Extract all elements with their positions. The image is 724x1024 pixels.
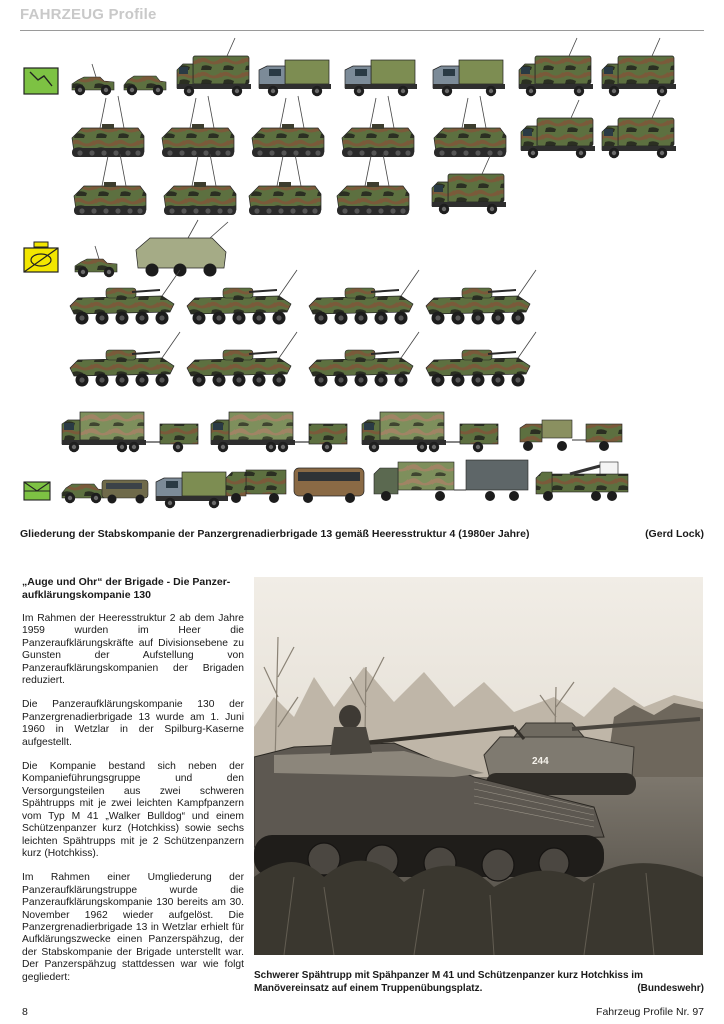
- vehicle-jeep: [72, 64, 114, 95]
- vehicle-m113: [72, 96, 144, 157]
- vehicle-m113: [342, 96, 414, 157]
- vehicle-luchs: [309, 332, 419, 387]
- photo-caption-text: Schwerer Spähtrupp mit Spähpanzer M 41 und Schützenpanzer kurz Hotchkiss im Manövereinsatz auf einem Truppenübungsplatz.: [254, 970, 643, 994]
- plates-caption: [20, 528, 704, 540]
- vehicle-truck-trailer: [362, 412, 498, 452]
- hull-number: 244: [532, 756, 549, 767]
- vehicle-jeep: [75, 246, 117, 277]
- article-heading: „Auge und Ohr“ der Brigade - Die Panzer-aufklärungskompanie 130: [22, 576, 231, 601]
- vehicle-unimog: [156, 472, 228, 508]
- vehicle-jeep: [124, 76, 166, 95]
- vehicle-luchs: [426, 270, 536, 325]
- m41-hotchkiss-photo: [254, 577, 703, 955]
- article-paragraph: Die Kompanie bestand sich neben der Kompanieführungsgruppe und den Versorgungsteilen aus zwei schweren Spähtrupps mit je zwei leichten Kampfpanzern vom Typ M 41 „Walker Bulldog“ und einem Schützenpanzer kurz (Hotchkiss) sowie sechs leichten Spähtrupps mit je 2 Schützenpanzern kurz (Hotchkiss).: [22, 761, 244, 859]
- vehicle-truck-trailer: [211, 412, 347, 452]
- vehicle-m113: [434, 96, 506, 157]
- plates-caption-credit: (Gerd Lock): [645, 528, 704, 540]
- vehicle-bus: [294, 468, 364, 503]
- vehicle-shelter-truck: [521, 100, 595, 158]
- vehicle-m113: [337, 154, 409, 215]
- vehicle-luchs: [187, 332, 297, 387]
- publication-footer: Fahrzeug Profile Nr. 97: [596, 1006, 704, 1018]
- vehicle-shelter-truck: [177, 38, 251, 96]
- vehicle-m113: [252, 96, 324, 157]
- header-title: FAHRZEUG Profile: [20, 6, 157, 23]
- vehicle-m113: [249, 154, 321, 215]
- photo-caption-credit: (Bundeswehr): [637, 982, 704, 994]
- vehicle-unimog: [433, 60, 505, 96]
- vehicle-crane-truck: [536, 462, 628, 501]
- vehicle-luchs: [426, 332, 536, 387]
- vehicle-unimog: [345, 60, 417, 96]
- vehicle-luchs: [187, 270, 297, 325]
- article-column: [22, 576, 244, 996]
- vehicle-shelter-truck: [432, 156, 506, 214]
- vehicle-m113: [162, 96, 234, 157]
- vehicle-truck: [226, 470, 286, 503]
- vehicle-luchs: [309, 270, 419, 325]
- vehicle-unimog-trailer: [520, 420, 622, 451]
- vehicle-m113: [74, 154, 146, 215]
- vehicle-jeep: [62, 484, 104, 503]
- article-paragraph: Die Panzeraufklärungskompanie 130 der Panzergrenadierbrigade 13 wurde am 1. Juni 1960 in Wetzlar in der Spilburg-Kaserne aufgestellt.: [22, 699, 244, 748]
- vehicle-luchs: [70, 270, 180, 325]
- symbol-recon: [24, 242, 58, 272]
- article-paragraph: Im Rahmen einer Umgliederung der Panzeraufklärungstruppe wurde die Panzeraufklärungskompanie 130 bereits am 30. November 1962 wieder aufgelöst. Die Panzergrenadierbrigade 13 in Wetzlar erhielt für Aufklärungszwecke einen Panzerspähzug, der der Stabskompanie der Brigade unterstellt war. Der Panzerspähzug stattdessen war wie folgt gegliedert:: [22, 872, 244, 983]
- vehicle-van: [102, 480, 148, 504]
- vehicle-fuchs: [136, 220, 228, 277]
- symbol-hq-signal: [24, 68, 58, 94]
- vehicle-luchs: [70, 332, 180, 387]
- page-number: 8: [22, 1006, 28, 1018]
- vehicle-truck-trailer: [374, 460, 528, 501]
- vehicle-shelter-truck: [602, 38, 676, 96]
- vehicle-m113: [164, 154, 236, 215]
- vehicle-unimog: [259, 60, 331, 96]
- vehicle-shelter-truck: [602, 100, 676, 158]
- article-paragraph: Im Rahmen der Heeresstruktur 2 ab dem Jahre 1959 wurden im Heer die Panzeraufklärungskräfte auf Divisionsebene zu Gunsten der Aufstellung von Panzeraufklärungskompanien der Brigaden reduziert.: [22, 613, 244, 687]
- symbol-supply: [24, 482, 50, 500]
- vehicle-truck-trailer: [62, 412, 198, 452]
- photo-caption: [254, 970, 704, 995]
- plates-caption-text: Gliederung der Stabskompanie der Panzergrenadierbrigade 13 gemäß Heeresstruktur 4 (1980er Jahre): [20, 528, 530, 540]
- vehicle-shelter-truck: [519, 38, 593, 96]
